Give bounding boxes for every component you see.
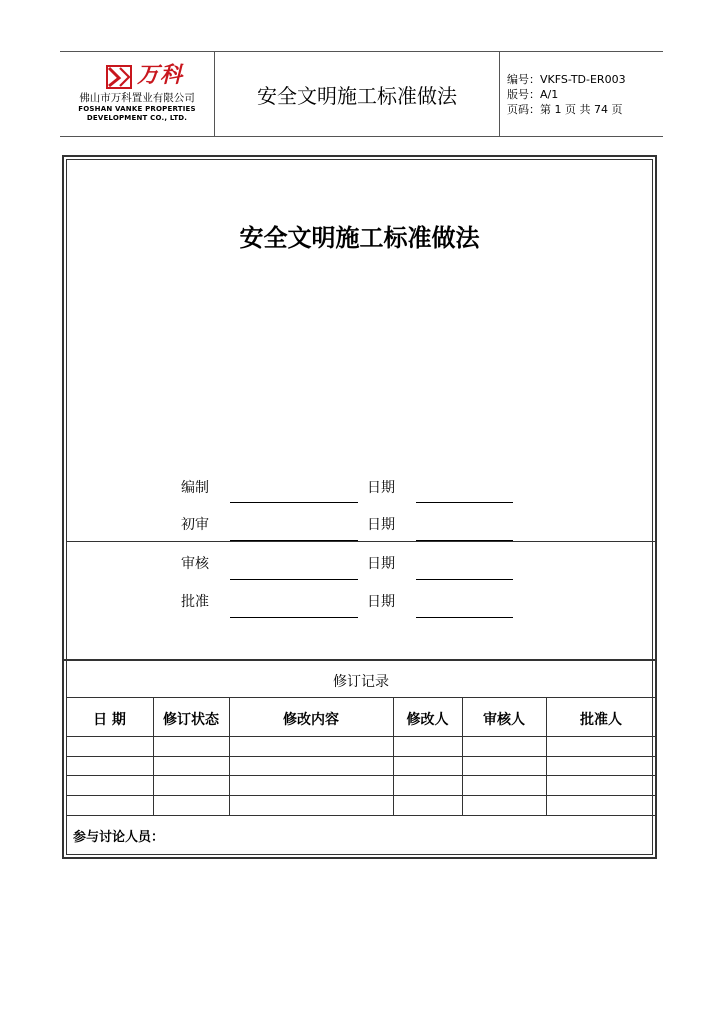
col-date: 日 期 [93, 712, 126, 728]
date-line-compile[interactable] [416, 502, 513, 503]
date-line-approve[interactable] [416, 617, 513, 618]
cover-title: 安全文明施工标准做法 [239, 224, 480, 252]
column-divider [546, 697, 547, 815]
column-divider [229, 697, 230, 815]
table-row [66, 775, 656, 776]
participants-label: 参与讨论人员： [73, 830, 165, 845]
logo-wordmark: 万科 [137, 63, 184, 88]
doc-number: 编号：VKFS-TD-ER003 [507, 73, 626, 86]
sig-date-label-compile: 日期 [367, 480, 395, 496]
sig-role-compile: 编制 [181, 480, 209, 496]
sig-line-audit[interactable] [230, 579, 358, 580]
col-content: 修改内容 [283, 712, 339, 728]
sig-date-label-approve: 日期 [367, 594, 395, 610]
sig-role-approve: 批准 [181, 594, 209, 610]
header-title: 安全文明施工标准做法 [257, 84, 457, 108]
header-bottom-rule [60, 136, 663, 137]
sig-date-label-initial-review: 日期 [367, 517, 395, 533]
column-divider [153, 697, 154, 815]
doc-version: 版号：A/1 [507, 88, 559, 101]
company-name-en-line1: FOSHAN VANKE PROPERTIES [78, 105, 196, 113]
sig-line-compile[interactable] [230, 502, 358, 503]
company-name-cn: 佛山市万科置业有限公司 [79, 92, 195, 104]
cover-frame-inner [66, 159, 653, 855]
page-info: 页码：第 1 页 共 74 页 [507, 103, 623, 116]
sig-role-audit: 审核 [181, 556, 209, 572]
sig-date-label-audit: 日期 [367, 556, 395, 572]
header-top-rule [60, 51, 663, 52]
table-row [66, 736, 656, 737]
header-divider-right [499, 51, 500, 137]
col-modifier: 修改人 [406, 712, 449, 728]
sig-line-approve[interactable] [230, 617, 358, 618]
column-divider [462, 697, 463, 815]
revision-top-rule [64, 659, 656, 661]
column-divider [393, 697, 394, 815]
table-row [66, 795, 656, 796]
table-row [66, 756, 656, 757]
sig-role-initial-review: 初审 [181, 517, 209, 533]
col-approver: 批准人 [580, 712, 622, 728]
date-line-audit[interactable] [416, 579, 513, 580]
company-name-en-line2: DEVELOPMENT CO., LTD. [86, 114, 188, 122]
vanke-logo-icon [106, 65, 132, 89]
col-reviewer: 审核人 [483, 712, 525, 728]
revision-title-rule [66, 697, 656, 698]
revision-title: 修订记录 [333, 674, 389, 690]
page-fold-divider [66, 541, 656, 542]
col-status: 修订状态 [163, 712, 219, 728]
table-row [66, 815, 656, 816]
